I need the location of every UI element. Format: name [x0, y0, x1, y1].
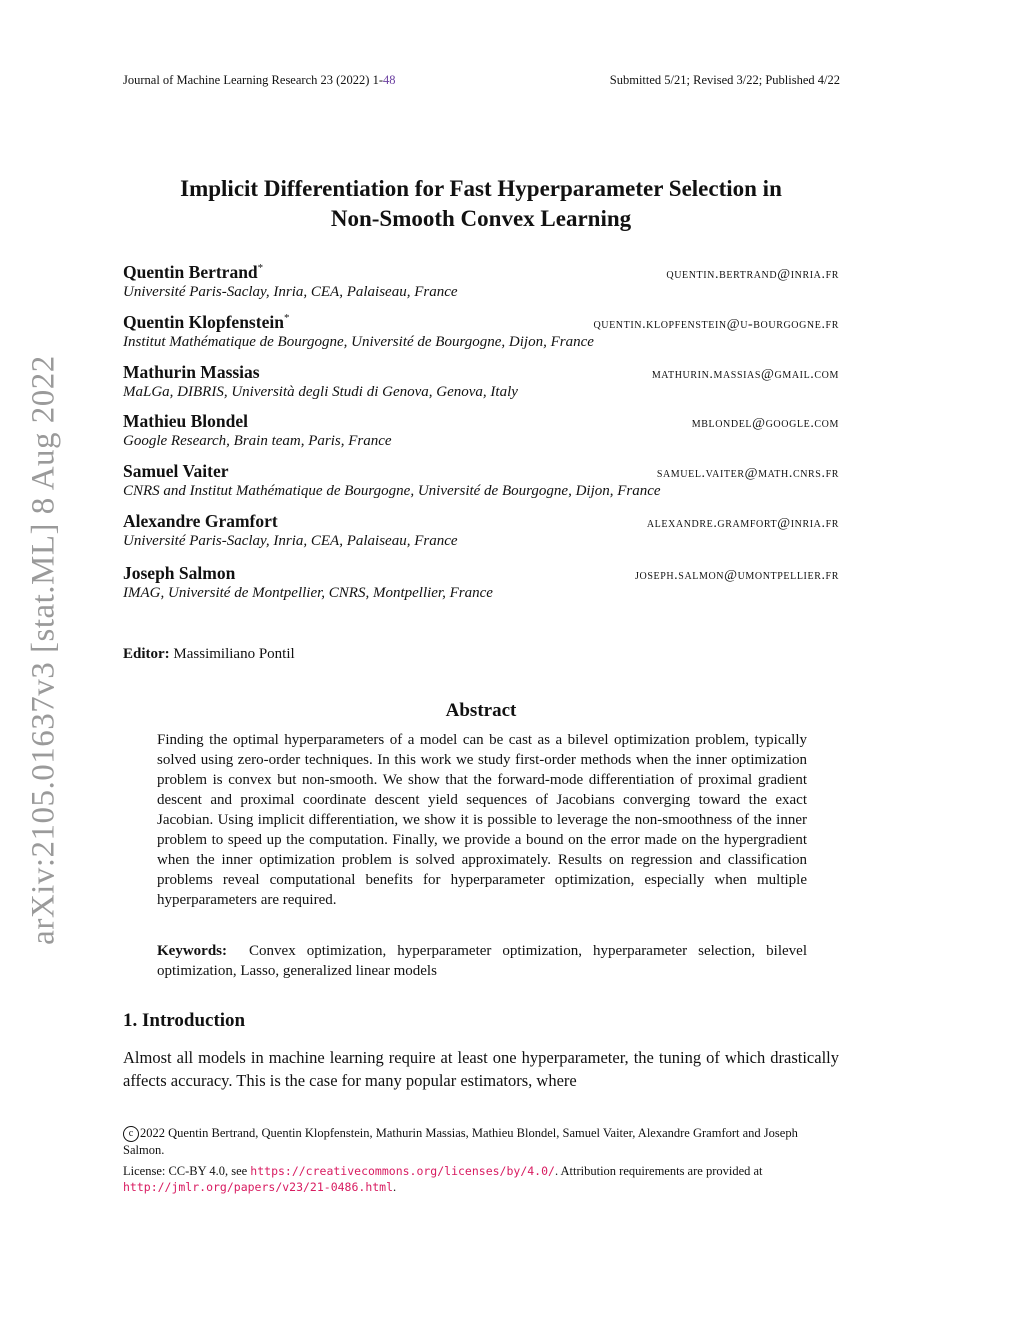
copyright-notice — [123, 1125, 839, 1158]
author-affiliation: CNRS and Institut Mathématique de Bourgogne, Université de Bourgogne, Dijon, France — [123, 483, 661, 499]
journal-name: Journal of Machine Learning Research 23 (2022) 1- — [123, 73, 383, 87]
license-link[interactable]: https://creativecommons.org/licenses/by/4.0/ — [250, 1164, 555, 1178]
license-text: License: CC-BY 4.0, see — [123, 1164, 251, 1178]
copyright-icon: c — [123, 1126, 139, 1142]
keywords-label: Keywords: — [157, 943, 227, 959]
author-email[interactable]: samuel.vaiter@math.cnrs.fr — [656, 466, 839, 481]
author-block — [123, 511, 839, 550]
author-name: Alexandre Gramfort — [123, 511, 278, 531]
title-line-1: Implicit Differentiation for Fast Hyperparameter Selection in — [180, 176, 782, 201]
author-name: Quentin Klopfenstein* — [123, 312, 290, 332]
editor-line — [123, 646, 295, 663]
keywords-text: Convex optimization, hyperparameter optimization, hyperparameter selection, bilevel optimization, Lasso, generalized linear models — [157, 943, 808, 979]
equal-contribution-mark: * — [283, 312, 290, 325]
license-text: . — [393, 1180, 397, 1194]
editor-label: Editor: — [123, 646, 170, 662]
author-block — [123, 312, 839, 351]
editor-name: Massimiliano Pontil — [173, 646, 295, 662]
abstract-heading: Abstract — [445, 700, 517, 721]
author-block — [123, 461, 839, 500]
author-block — [123, 362, 839, 401]
section-text: Almost all models in machine learning require at least one hyperparameter, the tuning of which drastically affects accuracy. This is the case for many popular estimators, where — [123, 1048, 839, 1090]
author-affiliation: IMAG, Université de Montpellier, CNRS, Montpellier, France — [123, 585, 493, 601]
author-name: Joseph Salmon — [123, 563, 236, 583]
section-heading: 1. Introduction — [123, 1010, 246, 1031]
author-block — [123, 563, 839, 602]
author-affiliation: Google Research, Brain team, Paris, France — [123, 433, 392, 449]
title-line-2: Non-Smooth Convex Learning — [330, 206, 632, 231]
paper-title — [123, 174, 839, 234]
submission-dates: Submitted 5/21; Revised 3/22; Published 4/22 — [609, 73, 840, 87]
arxiv-stamp: arXiv:2105.01637v3 [stat.ML] 8 Aug 2022 — [25, 355, 62, 945]
author-affiliation: Université Paris-Saclay, Inria, CEA, Palaiseau, France — [123, 533, 458, 549]
author-affiliation: Institut Mathématique de Bourgogne, Université de Bourgogne, Dijon, France — [123, 334, 594, 350]
author-affiliation: MaLGa, DIBRIS, Università degli Studi di Genova, Genova, Italy — [123, 384, 518, 400]
page-count-link[interactable]: 48 — [382, 73, 396, 87]
author-block — [123, 411, 839, 450]
author-block — [123, 262, 839, 301]
copyright-text: 2022 Quentin Bertrand, Quentin Klopfenstein, Mathurin Massias, Mathieu Blondel, Samuel Vaiter, Alexandre Gramfort and Joseph Salmon. — [123, 1126, 798, 1158]
author-name: Mathieu Blondel — [123, 411, 248, 431]
author-name: Samuel Vaiter — [123, 461, 229, 481]
journal-header — [123, 73, 395, 88]
author-email[interactable]: mblondel@google.com — [691, 416, 839, 431]
author-email[interactable]: mathurin.massias@gmail.com — [651, 367, 839, 382]
abstract-text: Finding the optimal hyperparameters of a model can be cast as a bilevel optimization problem, typically solved using zero-order techniques. In this work we study first-order methods when the inner optimization problem is convex but non-smooth. We show that the forward-mode differentiation of proximal gradient descent and proximal coordinate descent yield sequences of Jacobians converging toward the exact Jacobian. Using implicit differentiation, we show it is possible to leverage the non-smoothness of the inner problem to speed up the computation. Finally, we provide a bound on the error made on the hypergradient when the inner optimization problem is solved approximately. Results on regression and classification problems reveal computational benefits for hyperparameter optimization, especially when multiple hyperparameters are required. — [157, 732, 807, 908]
license-text: . Attribution requirements are provided at — [554, 1164, 763, 1178]
author-email[interactable]: quentin.klopfenstein@u-bourgogne.fr — [593, 317, 839, 332]
keywords — [157, 941, 807, 981]
equal-contribution-mark: * — [257, 262, 264, 275]
author-name: Quentin Bertrand* — [123, 262, 264, 282]
author-name: Mathurin Massias — [123, 362, 260, 382]
attribution-link[interactable]: http://jmlr.org/papers/v23/21-0486.html — [123, 1180, 394, 1194]
author-email[interactable]: quentin.bertrand@inria.fr — [666, 267, 839, 282]
author-affiliation: Université Paris-Saclay, Inria, CEA, Palaiseau, France — [123, 284, 458, 300]
author-email[interactable]: alexandre.gramfort@inria.fr — [646, 516, 839, 531]
author-email[interactable]: joseph.salmon@umontpellier.fr — [635, 568, 839, 583]
license-notice — [123, 1163, 839, 1195]
